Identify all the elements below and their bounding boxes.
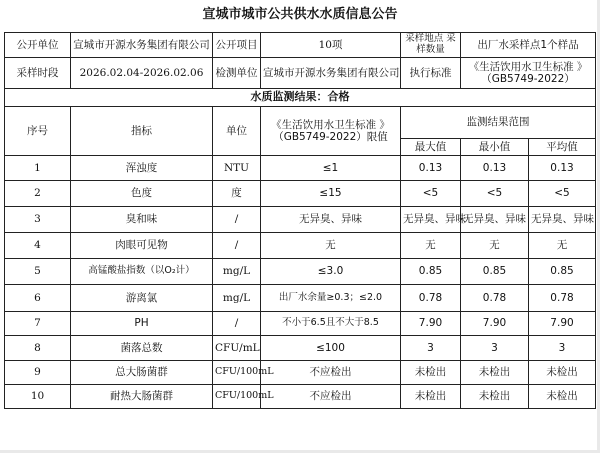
row-avg: 未检出 [529, 361, 596, 385]
row-seq: 1 [5, 156, 71, 181]
row-unit: CFU/100mL [213, 385, 261, 409]
result-banner-row [5, 89, 596, 107]
row-avg: 未检出 [529, 385, 596, 409]
row-min: 7.90 [461, 312, 529, 336]
row-limit: ≤15 [261, 181, 401, 207]
row-avg: <5 [529, 181, 596, 207]
row-indicator: 色度 [71, 181, 213, 207]
header-avg: 平均值 [529, 139, 596, 156]
row-min: 未检出 [461, 385, 529, 409]
row-seq: 7 [5, 312, 71, 336]
row-avg: 无异臭、异味 [529, 207, 596, 233]
row-min: 0.13 [461, 156, 529, 181]
row-limit: 不小于6.5且不大于8.5 [261, 312, 401, 336]
row-min: 无异臭、异味 [461, 207, 529, 233]
row-max: 7.90 [401, 312, 461, 336]
row-limit: 无 [261, 233, 401, 259]
table-row [5, 233, 596, 259]
unit-label: 公开单位 [5, 33, 71, 58]
row-unit: / [213, 207, 261, 233]
row-indicator: 浑浊度 [71, 156, 213, 181]
header-seq: 序号 [5, 107, 71, 156]
row-indicator: 耐热大肠菌群 [71, 385, 213, 409]
table-row [5, 361, 596, 385]
info-row-2 [5, 58, 596, 89]
table-row [5, 259, 596, 285]
row-indicator: PH [71, 312, 213, 336]
inspect-label: 检测单位 [213, 58, 261, 89]
table-row [5, 207, 596, 233]
row-max: 无 [401, 233, 461, 259]
row-seq: 10 [5, 385, 71, 409]
page-title: 宣城市城市公共供水水质信息公告 [202, 7, 398, 22]
table-row [5, 312, 596, 336]
row-avg: 3 [529, 336, 596, 361]
site-value: 出厂水采样点1个样品 [461, 33, 596, 58]
row-avg: 7.90 [529, 312, 596, 336]
row-limit: 不应检出 [261, 361, 401, 385]
time-value: 2026.02.04-2026.02.06 [71, 58, 213, 89]
row-max: 0.13 [401, 156, 461, 181]
row-unit: NTU [213, 156, 261, 181]
header-row-1 [5, 107, 596, 139]
row-seq: 5 [5, 259, 71, 285]
row-avg: 0.78 [529, 285, 596, 312]
row-unit: / [213, 312, 261, 336]
row-min: 0.85 [461, 259, 529, 285]
result-banner: 水质监测结果：合格 [5, 89, 596, 107]
table-row [5, 336, 596, 361]
row-indicator: 肉眼可见物 [71, 233, 213, 259]
row-limit: 出厂水余量≥0.3；≤2.0 [261, 285, 401, 312]
row-min: <5 [461, 181, 529, 207]
row-indicator: 高锰酸盐指数（以O₂计） [71, 259, 213, 285]
row-seq: 6 [5, 285, 71, 312]
row-min: 无 [461, 233, 529, 259]
table-row [5, 285, 596, 312]
row-unit: / [213, 233, 261, 259]
info-row-1 [5, 33, 596, 58]
row-limit: 不应检出 [261, 385, 401, 409]
row-unit: CFU/mL [213, 336, 261, 361]
row-avg: 0.85 [529, 259, 596, 285]
standard-label: 执行标准 [401, 58, 461, 89]
row-indicator: 游离氯 [71, 285, 213, 312]
row-max: 0.85 [401, 259, 461, 285]
row-seq: 9 [5, 361, 71, 385]
header-unit: 单位 [213, 107, 261, 156]
row-min: 0.78 [461, 285, 529, 312]
item-label: 公开项目 [213, 33, 261, 58]
data-rows [5, 156, 596, 409]
row-limit: ≤1 [261, 156, 401, 181]
time-label: 采样时段 [5, 58, 71, 89]
row-seq: 3 [5, 207, 71, 233]
row-max: 3 [401, 336, 461, 361]
row-limit: ≤3.0 [261, 259, 401, 285]
row-max: 未检出 [401, 361, 461, 385]
header-min: 最小值 [461, 139, 529, 156]
table-row [5, 181, 596, 207]
row-max: 无异臭、异味 [401, 207, 461, 233]
header-max: 最大值 [401, 139, 461, 156]
row-seq: 8 [5, 336, 71, 361]
row-avg: 0.13 [529, 156, 596, 181]
row-limit: ≤100 [261, 336, 401, 361]
table-row [5, 156, 596, 181]
row-min: 未检出 [461, 361, 529, 385]
table-row [5, 385, 596, 409]
site-label: 采样地点 采样数量 [401, 33, 461, 58]
unit-value: 宣城市开源水务集团有限公司 [71, 33, 213, 58]
row-indicator: 总大肠菌群 [71, 361, 213, 385]
row-max: <5 [401, 181, 461, 207]
standard-value: 《生活饮用水卫生标准 》 （GB5749-2022） [461, 58, 596, 89]
row-max: 未检出 [401, 385, 461, 409]
row-indicator: 臭和味 [71, 207, 213, 233]
inspect-value: 宣城市开源水务集团有限公司 [261, 58, 401, 89]
row-unit: mg/L [213, 285, 261, 312]
row-max: 0.78 [401, 285, 461, 312]
header-range: 监测结果范围 [401, 107, 596, 139]
row-unit: mg/L [213, 259, 261, 285]
row-seq: 2 [5, 181, 71, 207]
item-value: 10项 [261, 33, 401, 58]
row-indicator: 菌落总数 [71, 336, 213, 361]
header-indicator: 指标 [71, 107, 213, 156]
row-min: 3 [461, 336, 529, 361]
row-unit: CFU/100mL [213, 361, 261, 385]
water-quality-table [4, 32, 596, 409]
header-limit: 《生活饮用水卫生标准 》 （GB5749-2022）限值 [261, 107, 401, 156]
row-limit: 无异臭、异味 [261, 207, 401, 233]
row-avg: 无 [529, 233, 596, 259]
row-unit: 度 [213, 181, 261, 207]
row-seq: 4 [5, 233, 71, 259]
